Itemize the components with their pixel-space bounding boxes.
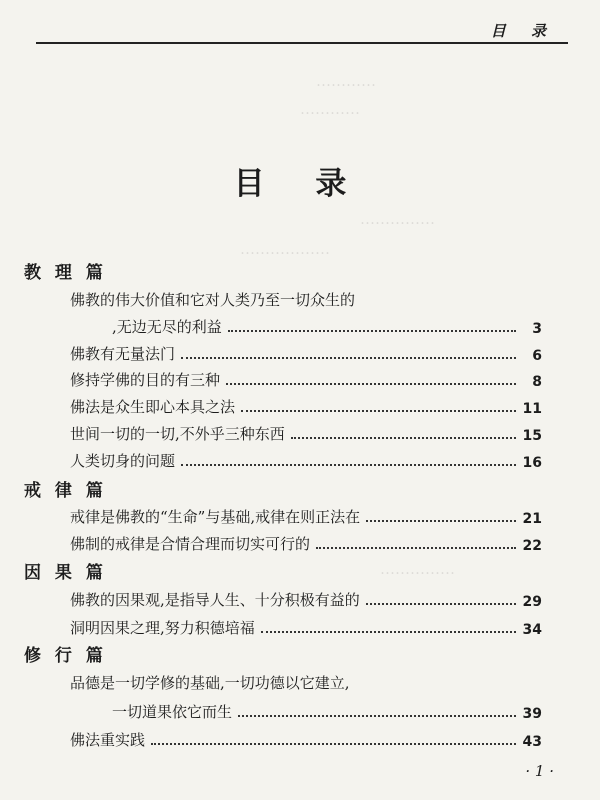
toc-entry[interactable] — [70, 286, 355, 310]
toc-entry-text: 洞明因果之理,努力积德培福 — [70, 619, 255, 637]
toc-entry-text: 品德是一切学修的基础,一切功德以它建立, — [70, 674, 350, 692]
toc-entry-text: 佛法是众生即心本具之法 — [70, 398, 236, 416]
toc-entry[interactable] — [70, 393, 542, 417]
toc-entry[interactable] — [70, 447, 542, 471]
toc-entry-page: 16 — [522, 455, 542, 471]
toc-entry-page: 6 — [532, 348, 542, 364]
toc-entry-text: 一切道果依它而生 — [112, 703, 233, 721]
dot-leader — [151, 743, 516, 745]
toc-entry[interactable] — [70, 420, 542, 444]
dot-leader — [366, 520, 516, 522]
toc-entry-text: ,无边无尽的利益 — [112, 318, 222, 336]
dot-leader — [261, 631, 516, 633]
section-heading-precepts: 戒 律 篇 — [24, 481, 107, 501]
page-number: · 1 · — [525, 762, 554, 780]
toc-entry[interactable] — [70, 669, 350, 693]
toc-entry-page: 8 — [532, 374, 542, 390]
toc-entry[interactable] — [112, 698, 542, 722]
toc-entry-text: 佛教有无量法门 — [70, 345, 176, 363]
dot-leader — [316, 547, 516, 549]
toc-entry-text: 佛教的因果观,是指导人生、十分积极有益的 — [70, 591, 360, 609]
toc-entry[interactable] — [70, 726, 542, 750]
toc-entry-text: 修持学佛的目的有三种 — [70, 371, 221, 389]
dot-leader — [226, 383, 516, 385]
running-head — [36, 16, 568, 44]
dot-leader — [241, 410, 516, 412]
running-head-title: 目 录 — [490, 22, 556, 40]
toc-entry[interactable] — [70, 340, 542, 364]
dot-leader — [181, 464, 516, 466]
toc-entry-page: 43 — [522, 734, 542, 750]
dot-leader — [366, 603, 516, 605]
bleed-through-decoration: …………ㅤㅤㅤㅤ ………… …………… ……………… …………… — [240, 72, 455, 578]
dot-leader — [291, 437, 516, 439]
toc-entry[interactable] — [112, 313, 542, 337]
section-heading-karma: 因 果 篇 — [24, 563, 107, 583]
toc-entry-text: 佛教的伟大价值和它对人类乃至一切众生的 — [70, 291, 356, 309]
toc-entry-page: 21 — [522, 511, 542, 527]
toc-entry-page: 11 — [522, 401, 542, 417]
toc-entry-page: 22 — [522, 538, 542, 554]
toc-entry-text: 世间一切的一切,不外乎三种东西 — [70, 425, 285, 443]
toc-entry[interactable] — [70, 503, 542, 527]
toc-entry-text: 佛法重实践 — [70, 731, 146, 749]
dot-leader — [228, 330, 516, 332]
toc-entry-text: 佛制的戒律是合情合理而切实可行的 — [70, 535, 311, 553]
toc-entry-page: 15 — [522, 428, 542, 444]
toc-entry-text: 戒律是佛教的“生命”与基础,戒律在则正法在 — [70, 508, 361, 526]
section-heading-doctrine: 教 理 篇 — [24, 263, 107, 283]
toc-entry-text: 人类切身的问题 — [70, 452, 176, 470]
toc-entry[interactable] — [70, 614, 542, 638]
toc-entry-page: 34 — [522, 622, 542, 638]
toc-entry[interactable] — [70, 586, 542, 610]
toc-entry-page: 29 — [522, 594, 542, 610]
toc-entry[interactable] — [70, 366, 542, 390]
page-title: 目 录 — [233, 166, 367, 202]
toc-entry-page: 3 — [532, 321, 542, 337]
toc-entry[interactable] — [70, 530, 542, 554]
dot-leader — [181, 357, 516, 359]
toc-entry-page: 39 — [522, 706, 542, 722]
dot-leader — [238, 715, 516, 717]
section-heading-practice: 修 行 篇 — [24, 646, 107, 666]
